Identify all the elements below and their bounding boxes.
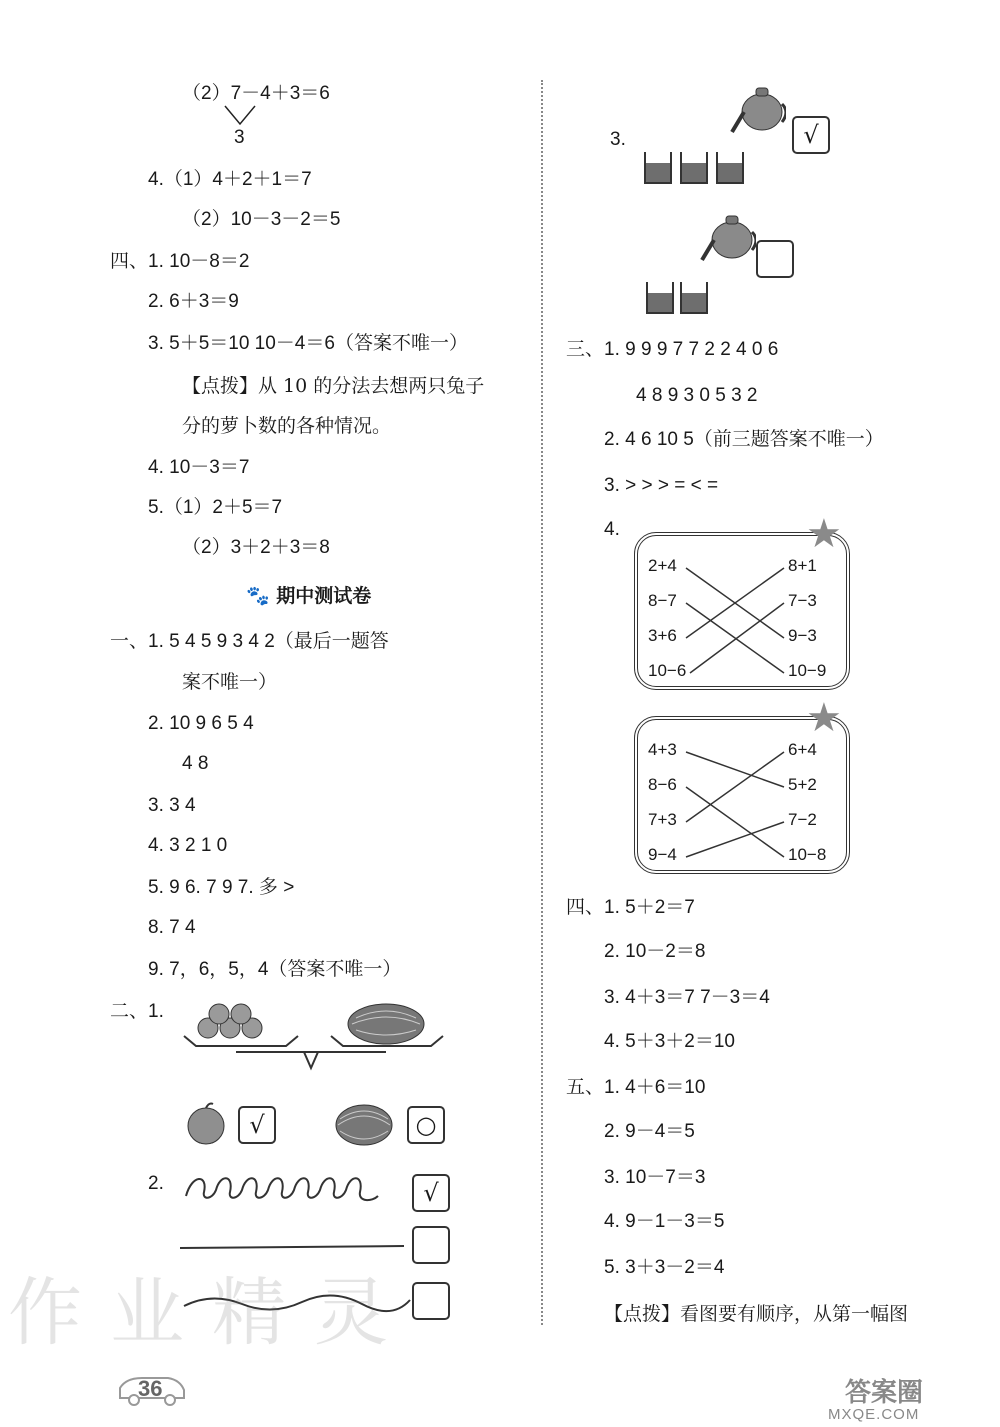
teapot-icon <box>730 82 786 144</box>
matching-lines <box>638 536 838 686</box>
match-right-item: 10−9 <box>788 661 827 680</box>
match-right-item: 6+4 <box>788 740 817 759</box>
site-domain: MXQE.COM <box>828 1406 920 1423</box>
answer-line: 3. 4＋3＝7 7－3＝4 <box>604 987 770 1008</box>
answer-line: 案不唯一） <box>182 671 278 693</box>
match-left-item: 10−6 <box>648 661 687 680</box>
balance-scale-illustration <box>176 996 446 1076</box>
match-right-item: 7−3 <box>788 591 817 610</box>
paw-icon: 🐾 <box>246 585 270 607</box>
answer-line: （2）3＋2＋3＝8 <box>182 537 330 558</box>
match-right-item: 10−8 <box>788 845 827 864</box>
split-result: 3 <box>234 127 245 148</box>
answer-line: 四、1. 5＋2＝7 <box>566 897 695 918</box>
match-right-item: 5+2 <box>788 775 817 794</box>
teapot-icon <box>700 210 756 272</box>
page-number: 36 <box>138 1376 163 1401</box>
hint-line: 【点拨】看图要有顺序，从第一幅图 <box>604 1303 909 1325</box>
answer-line: 四、1. 10－8＝2 <box>110 251 250 272</box>
answer-line: （2）7－4＋3＝6 <box>182 83 330 104</box>
teapot-answer-box-2 <box>756 240 794 278</box>
answer-line: 2. 4 6 10 5（前三题答案不唯一） <box>604 429 884 450</box>
answer-line: 五、1. 4＋6＝10 <box>566 1077 706 1098</box>
split-diagram <box>222 104 262 128</box>
looped-rope-illustration <box>182 1170 382 1210</box>
answer-line: （2）10－3－2＝5 <box>182 209 341 230</box>
answer-line: 2. 9－4＝5 <box>604 1121 695 1142</box>
answer-line: 2. 6＋3＝9 <box>148 291 239 312</box>
star-icon: ★ <box>806 695 842 741</box>
match-left-item: 9−4 <box>648 845 677 864</box>
answer-line: 4. 3 2 1 0 <box>148 835 228 856</box>
answer-line: 4.（1）4＋2＋1＝7 <box>148 169 312 190</box>
answer-line: 3. <box>610 129 626 150</box>
glass-icon <box>680 152 708 184</box>
answer-line: 3. 10－7＝3 <box>604 1167 706 1188</box>
answer-line: 2. <box>148 1173 164 1194</box>
answer-line: 5. 9 6. 7 9 7. 多 > <box>148 877 295 898</box>
hint-line: 【点拨】从 10 的分法去想两只兔子 <box>182 375 485 397</box>
column-divider <box>541 80 543 1325</box>
apple-answer-box: √ <box>238 1106 276 1144</box>
answer-line: 4. 9－1－3＝5 <box>604 1211 725 1232</box>
answer-line: 一、1. 5 4 5 9 3 4 2（最后一题答 <box>110 631 389 652</box>
site-logo: 答案圈 <box>845 1378 924 1408</box>
match-right-item: 7−2 <box>788 810 817 829</box>
match-left-item: 2+4 <box>648 556 677 575</box>
match-left-item: 7+3 <box>648 810 677 829</box>
answer-line: 9. 7，6，5，4（答案不唯一） <box>148 959 402 980</box>
answer-line: 4. <box>604 519 620 540</box>
matching-lines <box>638 720 838 870</box>
match-right-item: 8+1 <box>788 556 817 575</box>
answer-line: 8. 7 4 <box>148 917 196 938</box>
section-title: 期中测试卷 <box>276 585 372 607</box>
watermelon-icon <box>333 1102 395 1148</box>
answer-line: 4. 5＋3＋2＝10 <box>604 1031 735 1052</box>
match-left-item: 8−6 <box>648 775 677 794</box>
glass-icon <box>680 282 708 314</box>
rope-answer-box-3 <box>412 1282 450 1320</box>
answer-line: 二、1. <box>110 1001 164 1022</box>
teapot-answer-box-1: √ <box>792 116 830 154</box>
answer-line: 3. > > > = < = <box>604 475 719 496</box>
answer-line: 5. 3＋3－2＝4 <box>604 1257 725 1278</box>
answer-line: 4 8 9 3 0 5 3 2 <box>636 385 758 406</box>
match-left-item: 8−7 <box>648 591 677 610</box>
match-right-item: 9−3 <box>788 626 817 645</box>
answer-line: 4. 10－3＝7 <box>148 457 250 478</box>
glass-icon <box>646 282 674 314</box>
answer-line: 三、1. 9 9 9 7 7 2 2 4 0 6 <box>566 339 779 360</box>
glass-icon <box>716 152 744 184</box>
rope-answer-box-1: √ <box>412 1174 450 1212</box>
glass-icon <box>644 152 672 184</box>
answer-line: 3. 3 4 <box>148 795 196 816</box>
answer-line: 3. 5＋5＝10 10－4＝6（答案不唯一） <box>148 333 468 354</box>
apple-icon <box>183 1102 231 1146</box>
answer-line: 2. 10 9 6 5 4 <box>148 713 254 734</box>
answer-line: 2. 10－2＝8 <box>604 941 706 962</box>
melon-answer-box: ○ <box>407 1106 445 1144</box>
answer-line: 5.（1）2＋5＝7 <box>148 497 283 518</box>
section-heading <box>246 584 371 608</box>
star-icon: ★ <box>806 511 842 557</box>
rope-answer-box-2 <box>412 1226 450 1264</box>
hint-line: 分的萝卜数的各种情况。 <box>182 415 392 437</box>
watermark: 作业精灵 <box>8 1270 416 1356</box>
match-left-item: 4+3 <box>648 740 677 759</box>
match-left-item: 3+6 <box>648 626 677 645</box>
answer-line: 4 8 <box>182 753 209 774</box>
